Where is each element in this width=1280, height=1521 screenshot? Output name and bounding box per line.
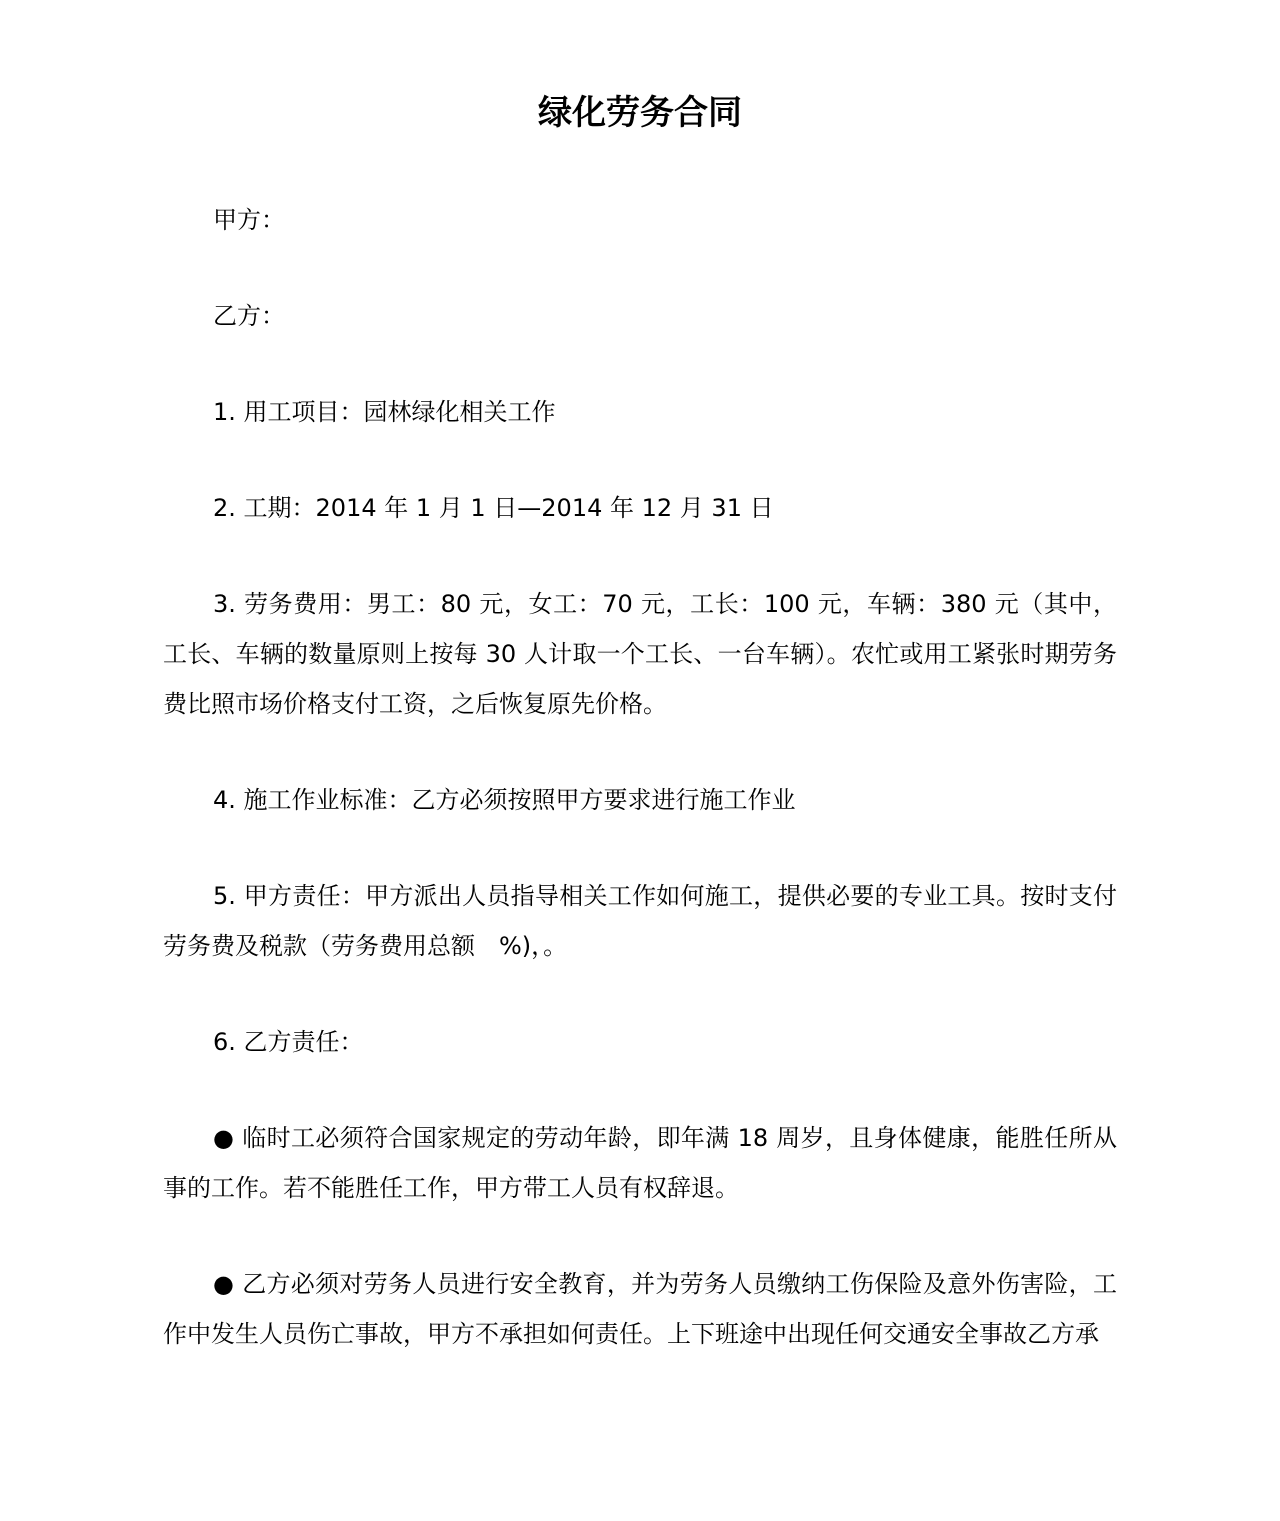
- party-a-line: 甲方：: [213, 206, 285, 234]
- party-b-line: 乙方：: [213, 302, 285, 330]
- clause-5-party-a-duties: 5. 甲方责任：甲方派出人员指导相关工作如何施工，提供必要的专业工具。按时支付劳务费及税款（劳务费用总额 %)，。: [163, 882, 1117, 960]
- clause-4-standard: 4. 施工作业标准：乙方必须按照甲方要求进行施工作业: [213, 786, 796, 814]
- bullet-worker-requirements: ● 临时工必须符合国家规定的劳动年龄，即年满 18 周岁，且身体健康，能胜任所从事的工作。若不能胜任工作，甲方带工人员有权辞退。: [163, 1124, 1117, 1202]
- clause-2-period: 2. 工期：2014 年 1 月 1 日—2014 年 12 月 31 日: [213, 494, 774, 522]
- bullet-safety-insurance: ● 乙方必须对劳务人员进行安全教育，并为劳务人员缴纳工伤保险及意外伤害险，工作中发生人员伤亡事故，甲方不承担如何责任。上下班途中出现任何交通安全事故乙方承: [163, 1270, 1117, 1348]
- clause-1-project: 1. 用工项目：园林绿化相关工作: [213, 398, 556, 426]
- clause-3-fees: 3. 劳务费用：男工：80 元，女工：70 元，工长：100 元，车辆：380 元（其中，工长、车辆的数量原则上按每 30 人计取一个工长、一台车辆）。农忙或用工紧张时期劳务费比照市场价格支付工资，之后恢复原先价格。: [163, 590, 1117, 718]
- clause-6-party-b-duties: 6. 乙方责任：: [213, 1028, 364, 1056]
- document-title: 绿化劳务合同: [538, 93, 742, 133]
- document-body: [163, 195, 1117, 1405]
